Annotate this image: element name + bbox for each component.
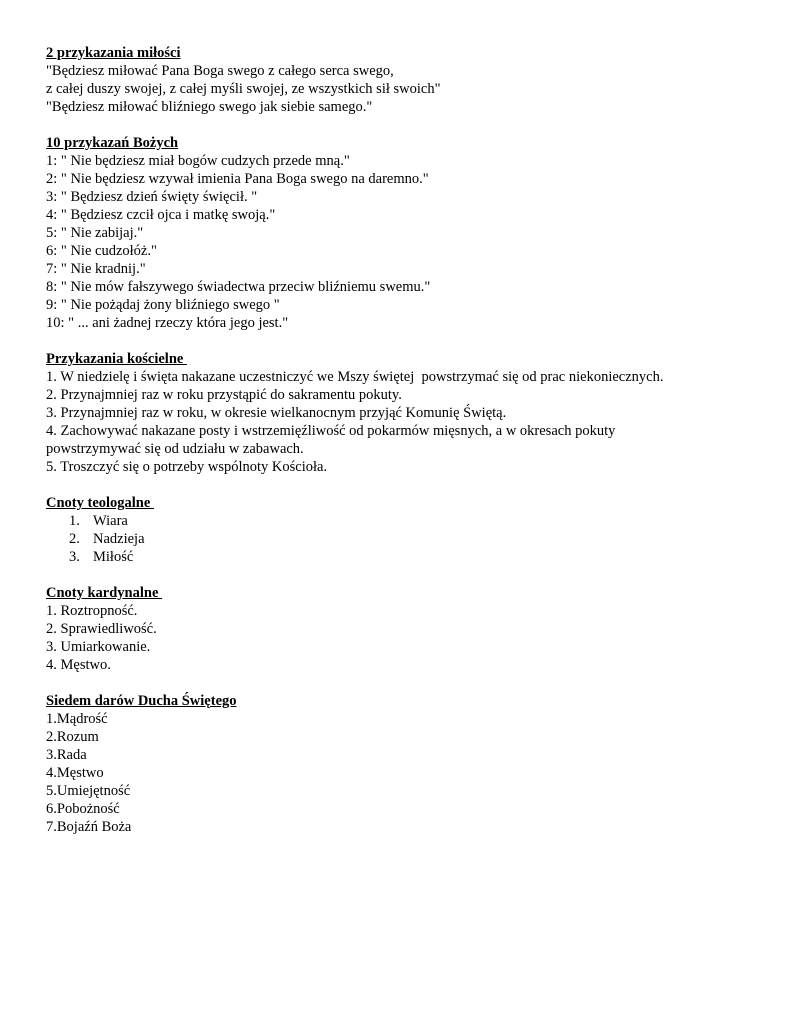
commandment-5: 5: " Nie zabijaj." (46, 225, 144, 241)
heading-love-commandments: 2 przykazania miłości (46, 45, 181, 61)
commandment-6: 6: " Nie cudzołóż." (46, 243, 157, 259)
cardinal-virtue: 3. Umiarkowanie. (46, 639, 151, 655)
list-item (46, 512, 766, 530)
document-page (46, 44, 766, 854)
heading-theological-virtues: Cnoty teologalne (46, 495, 154, 511)
gift-item: 7.Bojaźń Boża (46, 819, 132, 835)
precept-4: 4. Zachowywać nakazane posty i wstrzemięźliwość od pokarmów mięsnych, a w okresach pokuty (46, 423, 616, 439)
commandment-8: 8: " Nie mów fałszywego świadectwa przeciw bliźniemu swemu." (46, 279, 431, 295)
commandment-10: 10: " ... ani żadnej rzeczy która jego jest." (46, 315, 289, 331)
list-label: Nadzieja (93, 531, 145, 547)
section-theological-virtues (46, 494, 766, 566)
gift-item: 1.Mądrość (46, 711, 108, 727)
list-label: Miłość (93, 549, 134, 565)
heading-church-precepts: Przykazania kościelne (46, 351, 187, 367)
gift-item: 3.Rada (46, 747, 87, 763)
heading-gifts-holy-spirit: Siedem darów Ducha Świętego (46, 693, 237, 709)
text-line: z całej duszy swojej, z całej myśli swojej, ze wszystkich sił swoich" (46, 81, 441, 97)
commandment-1: 1: " Nie będziesz miał bogów cudzych przede mną." (46, 153, 350, 169)
list-number: 3. (69, 549, 80, 565)
gift-item: 5.Umiejętność (46, 783, 131, 799)
list-label: Wiara (93, 513, 128, 529)
list-item (46, 548, 766, 566)
section-love-commandments (46, 44, 766, 116)
commandment-4: 4: " Będziesz czcił ojca i matkę swoją." (46, 207, 276, 223)
theological-virtues-list (46, 512, 766, 566)
precept-1: 1. W niedzielę i święta nakazane uczestniczyć we Mszy świętej powstrzymać się od prac niekoniecznych. (46, 369, 664, 385)
text-line: "Będziesz miłować Pana Boga swego z całego serca swego, (46, 63, 394, 79)
commandment-7: 7: " Nie kradnij." (46, 261, 146, 277)
precept-2: 2. Przynajmniej raz w roku przystąpić do sakramentu pokuty. (46, 387, 402, 403)
commandment-3: 3: " Będziesz dzień święty święcił. " (46, 189, 258, 205)
section-gifts-holy-spirit (46, 692, 766, 836)
list-number: 2. (69, 531, 80, 547)
section-ten-commandments (46, 134, 766, 332)
text-line: "Będziesz miłować bliźniego swego jak siebie samego." (46, 99, 373, 115)
precept-3: 3. Przynajmniej raz w roku, w okresie wielkanocnym przyjąć Komunię Świętą. (46, 405, 507, 421)
gift-item: 2.Rozum (46, 729, 99, 745)
gift-item: 4.Męstwo (46, 765, 104, 781)
cardinal-virtue: 4. Męstwo. (46, 657, 111, 673)
list-number: 1. (69, 513, 80, 529)
precept-5: 5. Troszczyć się o potrzeby wspólnoty Kościoła. (46, 459, 328, 475)
cardinal-virtue: 2. Sprawiedliwość. (46, 621, 157, 637)
section-cardinal-virtues (46, 584, 766, 674)
cardinal-virtue: 1. Roztropność. (46, 603, 138, 619)
heading-ten-commandments: 10 przykazań Bożych (46, 135, 179, 151)
commandment-9: 9: " Nie pożądaj żony bliźniego swego " (46, 297, 280, 313)
commandment-2: 2: " Nie będziesz wzywał imienia Pana Boga swego na daremno." (46, 171, 429, 187)
list-item (46, 530, 766, 548)
section-church-precepts (46, 350, 766, 476)
heading-cardinal-virtues: Cnoty kardynalne (46, 585, 163, 601)
gift-item: 6.Pobożność (46, 801, 120, 817)
precept-4-continued: powstrzymywać się od udziału w zabawach. (46, 441, 304, 457)
